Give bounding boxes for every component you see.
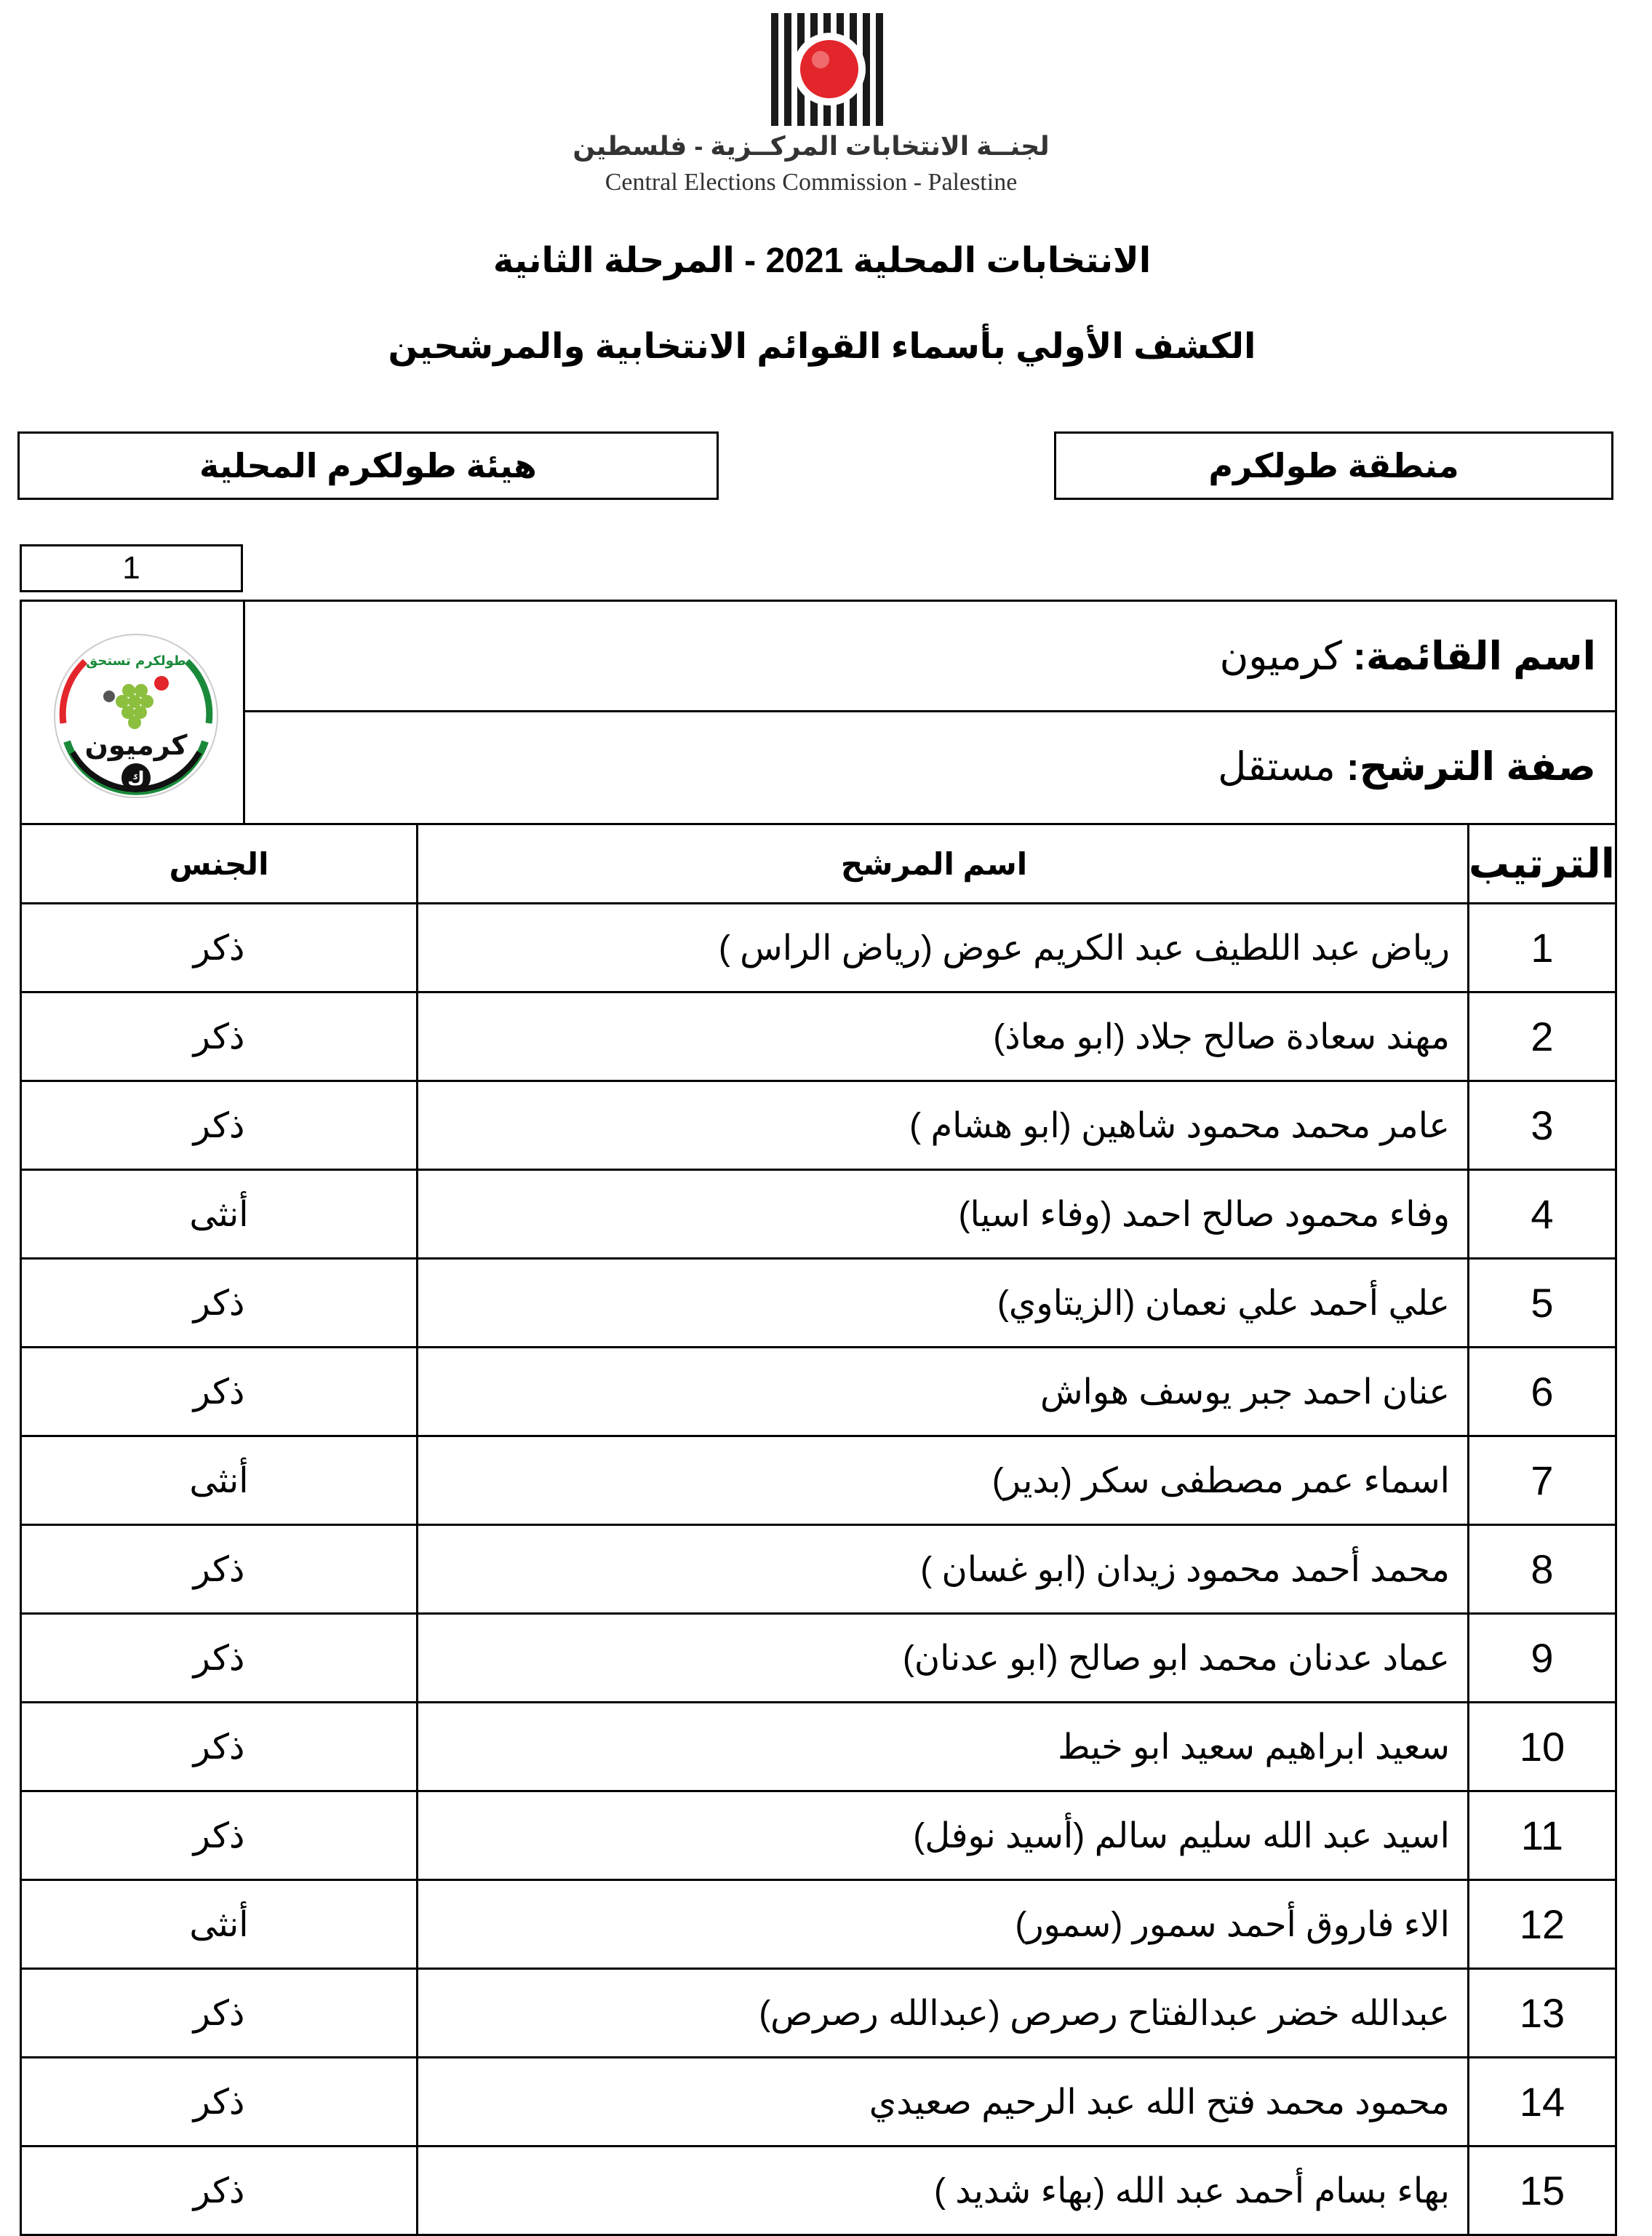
candidate-gender: ذكر [21, 1791, 418, 1880]
table-row [21, 2147, 1616, 2235]
table-row [21, 904, 1616, 992]
candidates-body [21, 904, 1616, 2235]
candidate-rank: 10 [1469, 1703, 1616, 1791]
candidate-gender: أنثى [21, 1170, 418, 1259]
list-status-value: مستقل [1218, 745, 1346, 789]
candidate-name: رياض عبد اللطيف عبد الكريم عوض (رياض الراس ) [418, 904, 1469, 992]
candidate-name: وفاء محمود صالح احمد (وفاء اسيا) [418, 1170, 1469, 1259]
area-box: منطقة طولكرم [1054, 431, 1613, 500]
list-number: 1 [20, 544, 243, 592]
svg-text:كرميون: كرميون [84, 729, 188, 761]
svg-text:ك: ك [127, 768, 145, 790]
candidate-gender: ذكر [21, 1703, 418, 1791]
authority-box: هيئة طولكرم المحلية [17, 431, 719, 500]
candidate-rank: 15 [1469, 2147, 1616, 2235]
candidate-rank: 3 [1469, 1081, 1616, 1170]
candidate-rank: 12 [1469, 1880, 1616, 1969]
list-logo-cell [22, 602, 245, 825]
candidates-table [20, 823, 1617, 2236]
candidate-rank: 7 [1469, 1436, 1616, 1525]
candidate-gender: أنثى [21, 1436, 418, 1525]
org-name-arabic: لجنــة الانتخابات المركــزية - فلسطين [572, 131, 1050, 161]
table-row [21, 1614, 1616, 1703]
candidate-rank: 9 [1469, 1614, 1616, 1703]
table-row [21, 992, 1616, 1081]
candidate-rank: 5 [1469, 1259, 1616, 1348]
header-rank: الترتيب [1469, 824, 1616, 904]
candidate-rank: 11 [1469, 1791, 1616, 1880]
table-row [21, 1791, 1616, 1880]
list-info-box [20, 600, 1617, 825]
candidate-gender: ذكر [21, 1969, 418, 2058]
header-name: اسم المرشح [418, 824, 1469, 904]
candidate-rank: 1 [1469, 904, 1616, 992]
candidate-name: محمود محمد فتح الله عبد الرحيم صعيدي [418, 2058, 1469, 2147]
candidate-gender: ذكر [21, 1348, 418, 1436]
candidate-name: عماد عدنان محمد ابو صالح (ابو عدنان) [418, 1614, 1469, 1703]
table-row [21, 1525, 1616, 1614]
table-row [21, 1081, 1616, 1170]
candidate-rank: 13 [1469, 1969, 1616, 2058]
candidate-name: اسيد عبد الله سليم سالم (أسيد نوفل) [418, 1791, 1469, 1880]
candidate-gender: ذكر [21, 904, 418, 992]
candidate-name: بهاء بسام أحمد عبد الله (بهاء شديد ) [418, 2147, 1469, 2235]
candidate-rank: 4 [1469, 1170, 1616, 1259]
table-row [21, 1436, 1616, 1525]
candidate-name: الاء فاروق أحمد سمور (سمور) [418, 1880, 1469, 1969]
candidate-name: عنان احمد جبر يوسف هواش [418, 1348, 1469, 1436]
table-row [21, 1170, 1616, 1259]
candidate-name: محمد أحمد محمود زيدان (ابو غسان ) [418, 1525, 1469, 1614]
list-status-row [245, 712, 1615, 823]
candidate-gender: ذكر [21, 1081, 418, 1170]
list-name-row [245, 602, 1615, 712]
document-title: الانتخابات المحلية 2021 - المرحلة الثانية [492, 242, 1152, 280]
candidate-rank: 2 [1469, 992, 1616, 1081]
table-row [21, 1880, 1616, 1969]
candidate-rank: 8 [1469, 1525, 1616, 1614]
candidate-gender: ذكر [21, 1525, 418, 1614]
candidate-gender: ذكر [21, 992, 418, 1081]
candidate-name: مهند سعادة صالح جلاد (ابو معاذ) [418, 992, 1469, 1081]
list-logo [52, 632, 220, 800]
org-name-english: Central Elections Commission - Palestine [604, 169, 1018, 196]
candidate-gender: ذكر [21, 2147, 418, 2235]
candidate-name: عبدالله خضر عبدالفتاح رصرص (عبدالله رصرص) [418, 1969, 1469, 2058]
table-row [21, 1703, 1616, 1791]
candidate-gender: أنثى [21, 1880, 418, 1969]
candidate-rank: 14 [1469, 2058, 1616, 2147]
candidate-name: عامر محمد محمود شاهين (ابو هشام ) [418, 1081, 1469, 1170]
cec-logo [771, 13, 887, 126]
table-row [21, 2058, 1616, 2147]
candidate-gender: ذكر [21, 1614, 418, 1703]
candidate-gender: ذكر [21, 2058, 418, 2147]
document-subtitle: الكشف الأولي بأسماء القوائم الانتخابية والمرشحين [388, 327, 1256, 366]
list-name-label: اسم القائمة: [1352, 634, 1596, 678]
candidate-rank: 6 [1469, 1348, 1616, 1436]
header-gender: الجنس [21, 824, 418, 904]
list-name-value: كرميون [1219, 634, 1353, 678]
table-row [21, 1348, 1616, 1436]
candidate-gender: ذكر [21, 1259, 418, 1348]
table-row [21, 1259, 1616, 1348]
candidate-name: اسماء عمر مصطفى سكر (بدير) [418, 1436, 1469, 1525]
svg-text:طولكرم تستحق: طولكرم تستحق [86, 653, 186, 669]
candidate-name: سعيد ابراهيم سعيد ابو خيط [418, 1703, 1469, 1791]
table-header-row [21, 824, 1616, 904]
candidate-name: علي أحمد علي نعمان (الزيتاوي) [418, 1259, 1469, 1348]
list-status-label: صفة الترشح: [1346, 745, 1596, 789]
table-row [21, 1969, 1616, 2058]
